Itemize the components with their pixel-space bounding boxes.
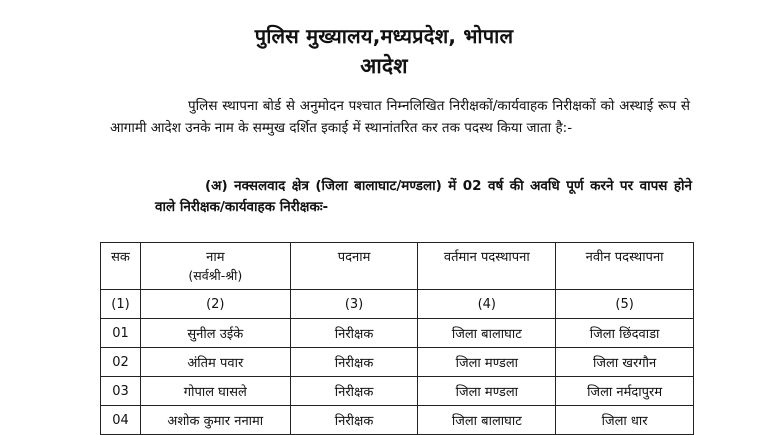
cell-current-posting: जिला मण्डला bbox=[418, 377, 556, 406]
section-a-heading: (अ) नक्सलवाद क्षेत्र (जिला बालाघाट/मण्डला) में 02 वर्ष की अवधि पूर्ण करने पर वापस होने वाले निरीक्षक/कार्यवाहक निरीक्षकः- bbox=[155, 178, 692, 215]
table-row bbox=[101, 406, 694, 435]
transfer-table bbox=[100, 242, 694, 435]
table-row bbox=[101, 377, 694, 406]
cell-new-posting: जिला खरगौन bbox=[556, 348, 694, 377]
column-number: (4) bbox=[418, 290, 556, 319]
cell-name: गोपाल घासले bbox=[140, 377, 290, 406]
document-title: पुलिस मुख्यालय,मध्यप्रदेश, भोपाल bbox=[254, 24, 514, 48]
column-number: (2) bbox=[140, 290, 290, 319]
header-name-sub: (सर्वश्री-श्री) bbox=[188, 268, 243, 283]
cell-designation: निरीक्षक bbox=[290, 377, 418, 406]
header-new-posting: नवीन पदस्थापना bbox=[556, 243, 694, 290]
cell-current-posting: जिला मण्डला bbox=[418, 348, 556, 377]
cell-name: सुनील उईके bbox=[140, 319, 290, 348]
column-number: (1) bbox=[101, 290, 141, 319]
cell-new-posting: जिला छिंदवाडा bbox=[556, 319, 694, 348]
cell-new-posting: जिला नर्मदापुरम bbox=[556, 377, 694, 406]
header-name bbox=[140, 243, 290, 290]
header-current-posting: वर्तमान पदस्थापना bbox=[418, 243, 556, 290]
cell-serial: 01 bbox=[101, 319, 141, 348]
cell-serial: 03 bbox=[101, 377, 141, 406]
column-number: (3) bbox=[290, 290, 418, 319]
header-name-label: नाम bbox=[206, 250, 225, 265]
table-header-row bbox=[101, 243, 694, 290]
cell-current-posting: जिला बालाघाट bbox=[418, 319, 556, 348]
cell-serial: 02 bbox=[101, 348, 141, 377]
document-subtitle: आदेश bbox=[360, 54, 408, 78]
header-designation: पदनाम bbox=[290, 243, 418, 290]
cell-designation: निरीक्षक bbox=[290, 319, 418, 348]
cell-current-posting: जिला बालाघाट bbox=[418, 406, 556, 435]
intro-paragraph: पुलिस स्थापना बोर्ड से अनुमोदन पश्चात निम्नलिखित निरीक्षकों/कार्यवाहक निरीक्षकों को अस्थाई रूप से आगामी आदेश उनके नाम के सम्मुख दर्शित इकाई में स्थानांतरित कर तक पदस्थ किया जाता है:- bbox=[110, 98, 690, 136]
column-number: (5) bbox=[556, 290, 694, 319]
table-row bbox=[101, 319, 694, 348]
table-row bbox=[101, 348, 694, 377]
cell-serial: 04 bbox=[101, 406, 141, 435]
cell-name: अशोक कुमार ननामा bbox=[140, 406, 290, 435]
cell-new-posting: जिला धार bbox=[556, 406, 694, 435]
cell-designation: निरीक्षक bbox=[290, 406, 418, 435]
cell-name: अंतिम पवार bbox=[140, 348, 290, 377]
header-serial: सक bbox=[101, 243, 141, 290]
column-number-row bbox=[101, 290, 694, 319]
cell-designation: निरीक्षक bbox=[290, 348, 418, 377]
